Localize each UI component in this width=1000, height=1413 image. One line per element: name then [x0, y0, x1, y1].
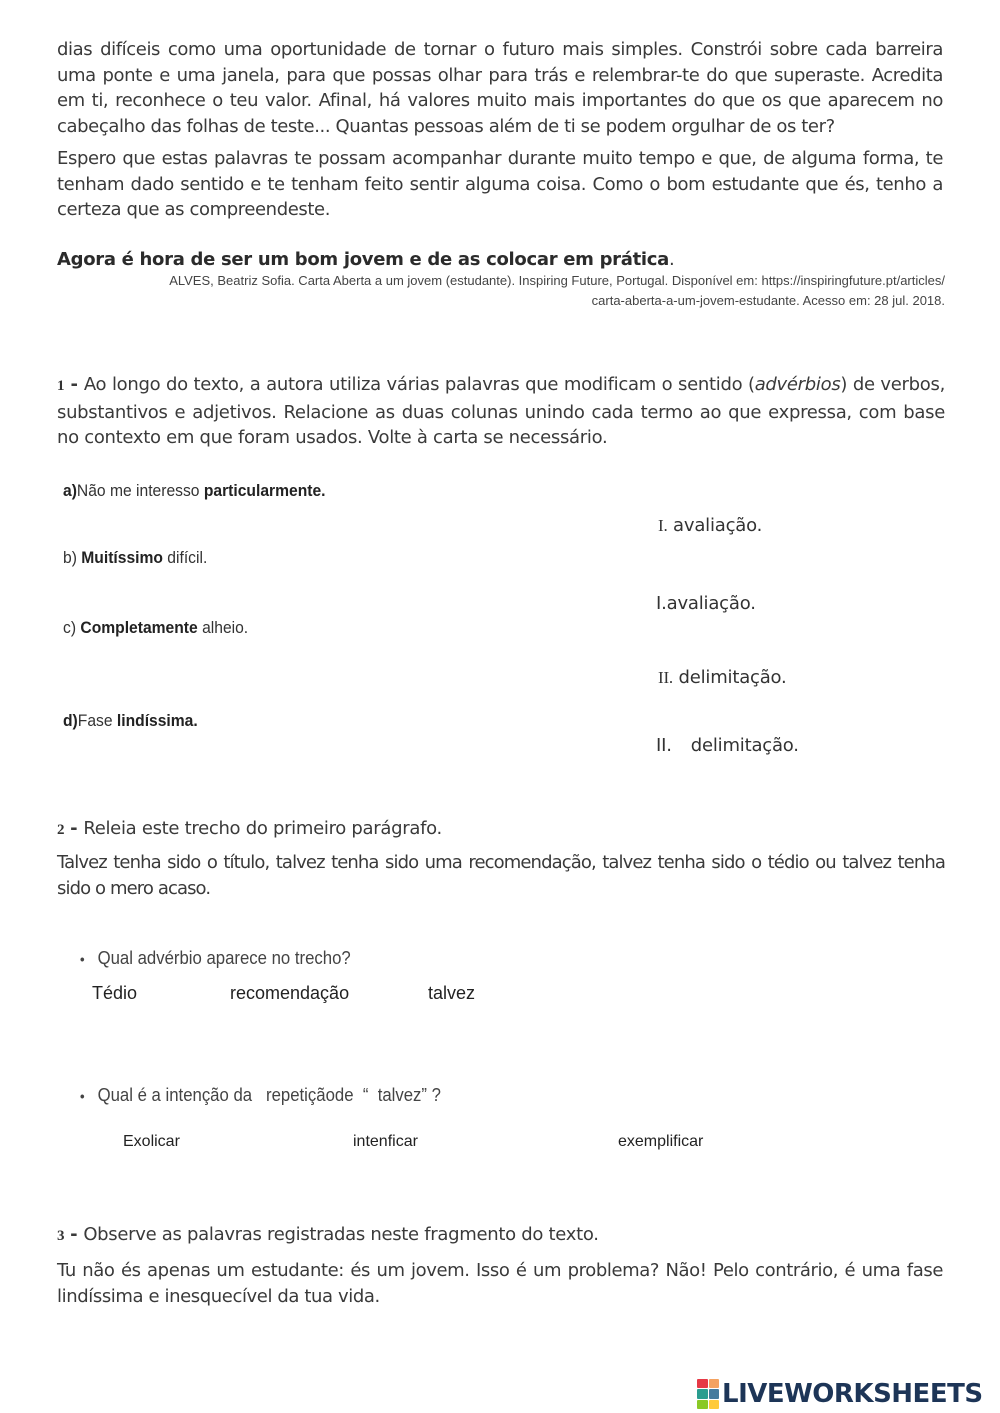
question-1-number: 1	[57, 378, 65, 394]
match-item-bold: particularmente.	[203, 481, 326, 500]
match-option-roman: II.	[656, 735, 672, 756]
question-1-dash: -	[64, 374, 84, 395]
match-item-d[interactable]	[63, 711, 198, 731]
match-item-bold: Muitíssimo	[81, 548, 163, 567]
logo-block	[709, 1389, 720, 1398]
question-2-text: Releia este trecho do primeiro parágrafo.	[83, 818, 442, 839]
passage-paragraph-1: dias difíceis como uma oportunidade de tornar o futuro mais simples. Constrói sobre cada barreira uma ponte e uma janela, para que possas olhar para trás e relembrar-te do que superaste. Acredita em ti, reconhece o teu valor. Afinal, há valores muito mais importantes do que os que aparecem no cabeçalho das folhas de teste... Quantas pessoas além de ti se podem orgulhar de os ter?	[57, 39, 943, 137]
question-1-text-after: ) de verbos, substantivos e adjetivos. Relacione as duas colunas unindo cada termo ao que expressa, com base no contexto em que foram usados. Volte à carta se necessário.	[57, 374, 945, 448]
match-option-4[interactable]	[656, 735, 799, 756]
question-2-dash: -	[64, 818, 84, 839]
reference-line-2: carta-aberta-a-um-jovem-estudante. Acesso em: 28 jul. 2018.	[591, 293, 945, 308]
reference-line-1: ALVES, Beatriz Sofia. Carta Aberta a um jovem (estudante). Inspiring Future, Portugal. Disponível em: https://inspiringfuture.pt/articles/	[169, 273, 945, 288]
match-option-roman: II.	[658, 668, 673, 687]
question-3-excerpt: Tu não és apenas um estudante: és um jovem. Isso é um problema? Não! Pelo contrário, é uma fase lindíssima e inesquecível da tua vida.	[57, 1260, 943, 1307]
match-item-letter: d)	[63, 711, 78, 730]
match-item-plain: Fase	[77, 711, 117, 730]
match-option-1[interactable]	[658, 515, 762, 536]
question-2-sub-1	[80, 948, 351, 969]
match-item-plain: Não me interesso	[76, 481, 204, 500]
match-item-plain-after: alheio.	[197, 618, 249, 637]
choice-exemplificar[interactable]: exemplificar	[618, 1133, 704, 1150]
match-option-text: delimitação.	[690, 735, 799, 756]
question-2-number: 2	[57, 822, 65, 838]
match-item-c[interactable]	[63, 618, 248, 638]
logo-block	[697, 1389, 708, 1398]
match-option-2[interactable]	[656, 593, 756, 614]
bullet-icon: •	[80, 951, 85, 967]
liveworksheets-logo-icon	[697, 1379, 719, 1409]
question-2-sub-2	[80, 1085, 441, 1106]
question-3-text: Observe as palavras registradas neste fragmento do texto.	[83, 1224, 599, 1245]
match-item-b[interactable]	[63, 548, 207, 568]
choice-exolicar[interactable]: Exolicar	[123, 1133, 180, 1150]
choice-talvez[interactable]: talvez	[428, 983, 476, 1003]
bullet-icon: •	[80, 1088, 85, 1104]
match-item-plain-after: difícil.	[162, 548, 208, 567]
question-1-italic: advérbios	[754, 374, 841, 395]
match-item-bold: lindíssima.	[116, 711, 198, 730]
choice-recomendacao[interactable]: recomendação	[230, 983, 350, 1003]
match-option-3[interactable]	[658, 667, 787, 688]
match-item-letter: c)	[63, 618, 77, 637]
question-1-text-before: Ao longo do texto, a autora utiliza várias palavras que modificam o sentido (	[83, 374, 755, 395]
logo-block	[697, 1379, 708, 1388]
passage-closing	[57, 249, 674, 270]
match-item-letter: b)	[63, 548, 77, 567]
logo-block	[697, 1400, 708, 1409]
question-2-prompt	[57, 816, 442, 844]
match-option-text: avaliação.	[666, 593, 756, 614]
match-item-letter: a)	[63, 481, 77, 500]
choice-tedio[interactable]: Tédio	[92, 983, 138, 1003]
sub-question-text: Qual é a intenção da repetiçãode “ talvez” ?	[97, 1085, 441, 1105]
liveworksheets-watermark	[697, 1377, 983, 1411]
match-option-text: avaliação.	[667, 515, 763, 536]
logo-block	[709, 1400, 720, 1409]
sub-question-text: Qual advérbio aparece no trecho?	[97, 948, 351, 968]
closing-bold-text: Agora é hora de ser um bom jovem e de as colocar em prática	[57, 249, 669, 270]
question-1-prompt	[57, 372, 945, 451]
question-3-dash: -	[64, 1224, 84, 1245]
choice-intenficar[interactable]: intenficar	[353, 1133, 418, 1150]
closing-period: .	[668, 249, 675, 270]
match-option-text: delimitação.	[672, 667, 787, 688]
match-option-roman: I.	[658, 516, 668, 535]
passage-paragraph-2: Espero que estas palavras te possam acompanhar durante muito tempo e que, de alguma forma, te tenham dado sentido e te tenham feito sentir alguma coisa. Como o bom estudante que és, tenho a certeza que as compreendeste.	[57, 148, 943, 220]
question-3-prompt	[57, 1222, 599, 1250]
question-3-number: 3	[57, 1228, 65, 1244]
match-option-roman: I.	[656, 593, 667, 614]
question-2-excerpt: Talvez tenha sido o título, talvez tenha sido uma recomendação, talvez tenha sido o tédio ou talvez tenha sido o mero acaso.	[57, 852, 945, 899]
reference-citation	[59, 271, 945, 311]
watermark-text: LIVEWORKSHEETS	[722, 1379, 983, 1409]
logo-block	[709, 1379, 720, 1388]
match-item-bold: Completamente	[80, 618, 198, 637]
match-item-a[interactable]	[63, 481, 326, 501]
